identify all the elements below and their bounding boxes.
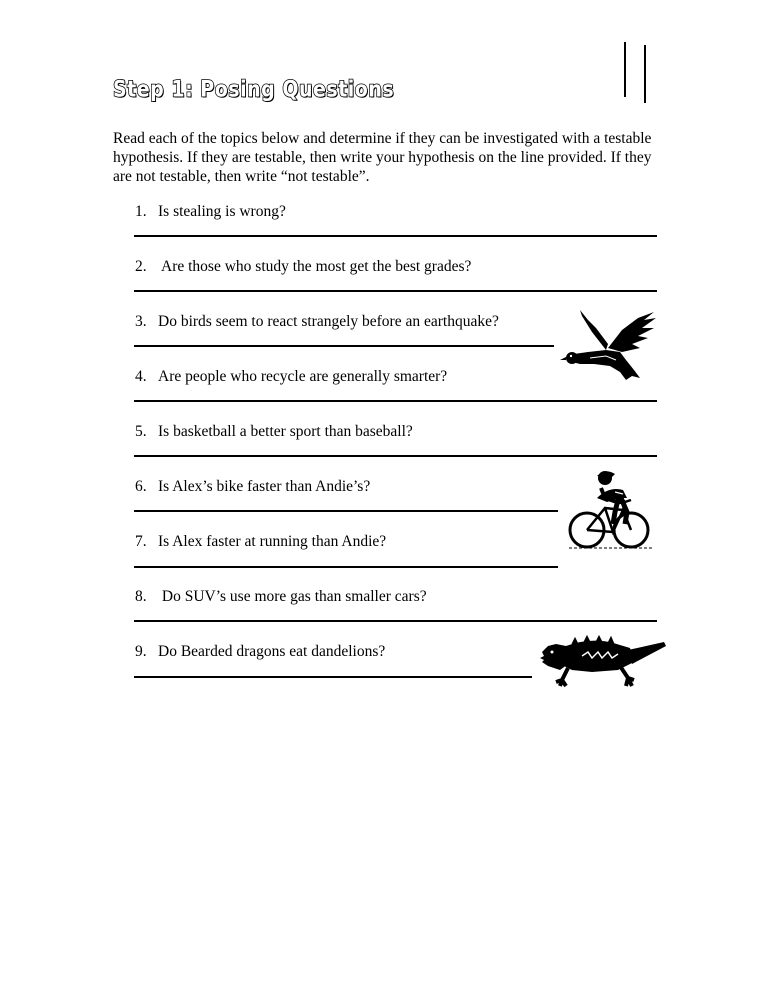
answer-line-9[interactable]: [134, 676, 532, 678]
question-4: [135, 368, 447, 386]
question-3: [135, 313, 499, 331]
question-text: Are people who recycle are generally smarter?: [158, 368, 448, 385]
question-text: Is stealing is wrong?: [158, 203, 286, 220]
question-text: Is basketball a better sport than baseball?: [158, 423, 413, 440]
question-text: Do SUV’s use more gas than smaller cars?: [158, 588, 427, 605]
question-number: 9.: [135, 643, 147, 660]
corner-mark-left: [624, 42, 626, 97]
page-title: Step 1: Posing Questions: [113, 77, 395, 103]
question-7: [135, 533, 386, 551]
question-1: [135, 203, 286, 221]
cyclist-icon: [565, 468, 657, 554]
question-number: 7.: [135, 533, 147, 550]
answer-line-4[interactable]: [134, 400, 657, 402]
question-text: Is Alex’s bike faster than Andie’s?: [158, 478, 371, 495]
question-number: 3.: [135, 313, 147, 330]
question-text: Do Bearded dragons eat dandelions?: [158, 643, 386, 660]
answer-line-3[interactable]: [134, 345, 554, 347]
answer-line-7[interactable]: [134, 566, 558, 568]
corner-mark-right: [644, 45, 646, 103]
question-text: Do birds seem to react strangely before an earthquake?: [158, 313, 499, 330]
question-number: 6.: [135, 478, 147, 495]
question-number: 4.: [135, 368, 147, 385]
instructions-text: Read each of the topics below and determine if they can be investigated with a testable hypothesis. If they are testable, then write your hypothesis on the line provided. If they are not testable, then write “not testable”.: [113, 130, 652, 185]
question-8: [135, 588, 427, 606]
question-text: Are those who study the most get the best grades?: [158, 258, 472, 275]
bird-icon: [560, 310, 660, 382]
question-number: 8.: [135, 588, 147, 605]
question-number: 2.: [135, 258, 147, 275]
question-2: [135, 258, 471, 276]
question-text: Is Alex faster at running than Andie?: [158, 533, 387, 550]
question-5: [135, 423, 413, 441]
question-number: 1.: [135, 203, 147, 220]
question-6: [135, 478, 370, 496]
lizard-icon: [538, 632, 668, 692]
answer-line-1[interactable]: [134, 235, 657, 237]
answer-line-2[interactable]: [134, 290, 657, 292]
answer-line-6[interactable]: [134, 510, 558, 512]
question-number: 5.: [135, 423, 147, 440]
answer-line-8[interactable]: [134, 620, 657, 622]
answer-line-5[interactable]: [134, 455, 657, 457]
question-9: [135, 643, 385, 661]
